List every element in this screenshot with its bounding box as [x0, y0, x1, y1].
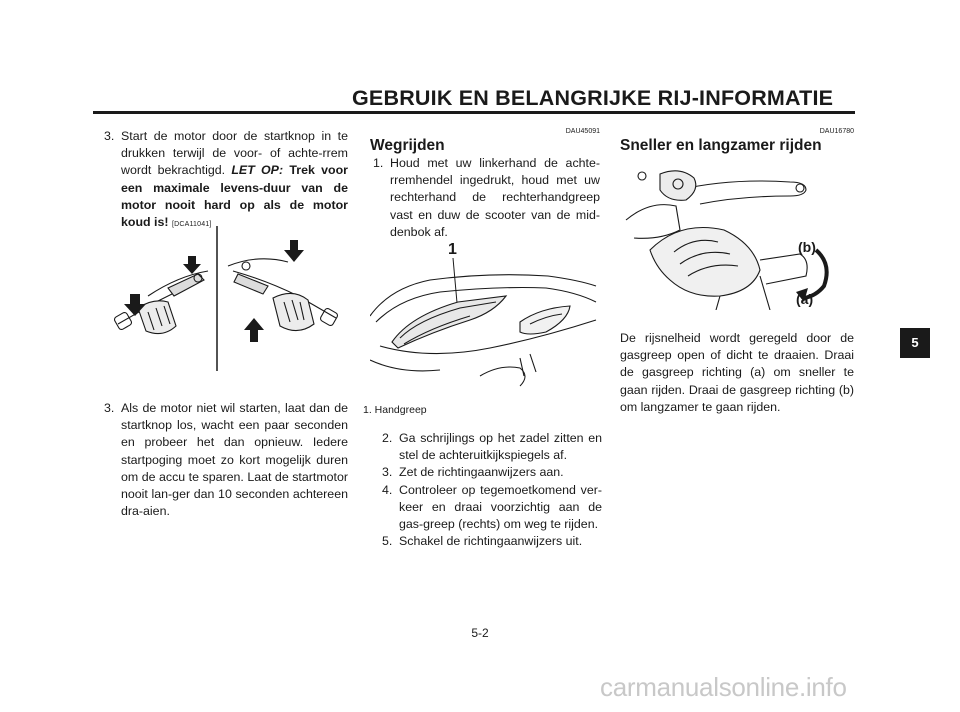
step-number: 4.	[382, 482, 393, 497]
step-3	[382, 464, 602, 481]
step-4	[382, 482, 602, 534]
steps-list	[382, 430, 602, 550]
section-code: DAU45091	[565, 128, 600, 135]
step-number: 3.	[104, 401, 115, 415]
page-number: 5-2	[471, 626, 489, 640]
illustration-brake-levers-starter	[108, 226, 348, 371]
label-a: (a)	[796, 291, 814, 307]
step-text: Start de motor door de startknop in te drukken terwijl de voor- of achte-rrem wordt bekrachtigd.	[121, 129, 348, 178]
page-header-title: GEBRUIK EN BELANGRIJKE RIJ-INFORMATIE	[352, 86, 834, 110]
section-code: DAU16780	[819, 128, 854, 135]
step-number: 3.	[104, 129, 115, 143]
figure-caption: 1. Handgreep	[363, 404, 427, 416]
header-rule	[93, 111, 855, 114]
step-number: 1.	[373, 156, 384, 170]
step-number: 5.	[382, 534, 393, 549]
figure-label-1: 1	[448, 241, 457, 258]
watermark: carmanualsonline.info	[600, 672, 847, 702]
step-number: 3.	[382, 465, 393, 480]
step-text: Als de motor niet wil starten, laat dan de startknop los, wacht een paar seconden en probeer het dan opnieuw. Iedere startpoging moet zo kort mogelijk duren om de accu te sparen. Laat de startmotor nooit lan-ger dan 10 seconden achtereen dra-aien.	[121, 401, 348, 519]
reference-code: [DCA11041]	[171, 221, 212, 229]
label-b: (b)	[798, 239, 816, 255]
step-2	[382, 430, 602, 464]
step-text: Zet de richtingaanwijzers aan.	[399, 465, 564, 480]
step-5	[382, 533, 602, 550]
illustration-throttle-grip	[620, 160, 854, 310]
step-text: Schakel de richtingaanwijzers uit.	[399, 534, 583, 549]
warning-text: Trek voor een maximale levens-duur van de motor nooit hard op als de motor koud is!	[121, 163, 348, 230]
step-text: Ga schrijlings op het zadel zitten en stel de achteruitkijkspiegels af.	[399, 431, 602, 463]
step-number: 2.	[382, 431, 393, 445]
step-1	[373, 155, 600, 241]
step-text: Controleer op tegemoetkomend ver-keer en draai voorzichtig aan de gas-greep (rechts) om weg te rijden.	[399, 482, 602, 532]
step-3-retry	[104, 400, 348, 520]
throttle-paragraph: De rijsnelheid wordt geregeld door de gasgreep open of dicht te draaien. Draai de gasgreep richting (a) om sneller te gaan rijden. Draai de gasgreep richting (b) om langzamer te gaan rijden.	[620, 331, 854, 414]
chapter-tab: 5	[900, 328, 930, 358]
warning-label: LET OP:	[231, 163, 284, 178]
section-title-wegrijden: Wegrijden	[370, 137, 445, 154]
step-text: Houd met uw linkerhand de achte-rremhendel ingedrukt, houd met uw rechterhand de rechterhandgreep vast en duw de scooter van de mid-denbok af.	[390, 156, 600, 239]
section-title-sneller-langzamer: Sneller en langzamer rijden	[620, 137, 822, 154]
step-3-start	[104, 128, 348, 233]
illustration-scooter-handgrip	[370, 236, 600, 392]
